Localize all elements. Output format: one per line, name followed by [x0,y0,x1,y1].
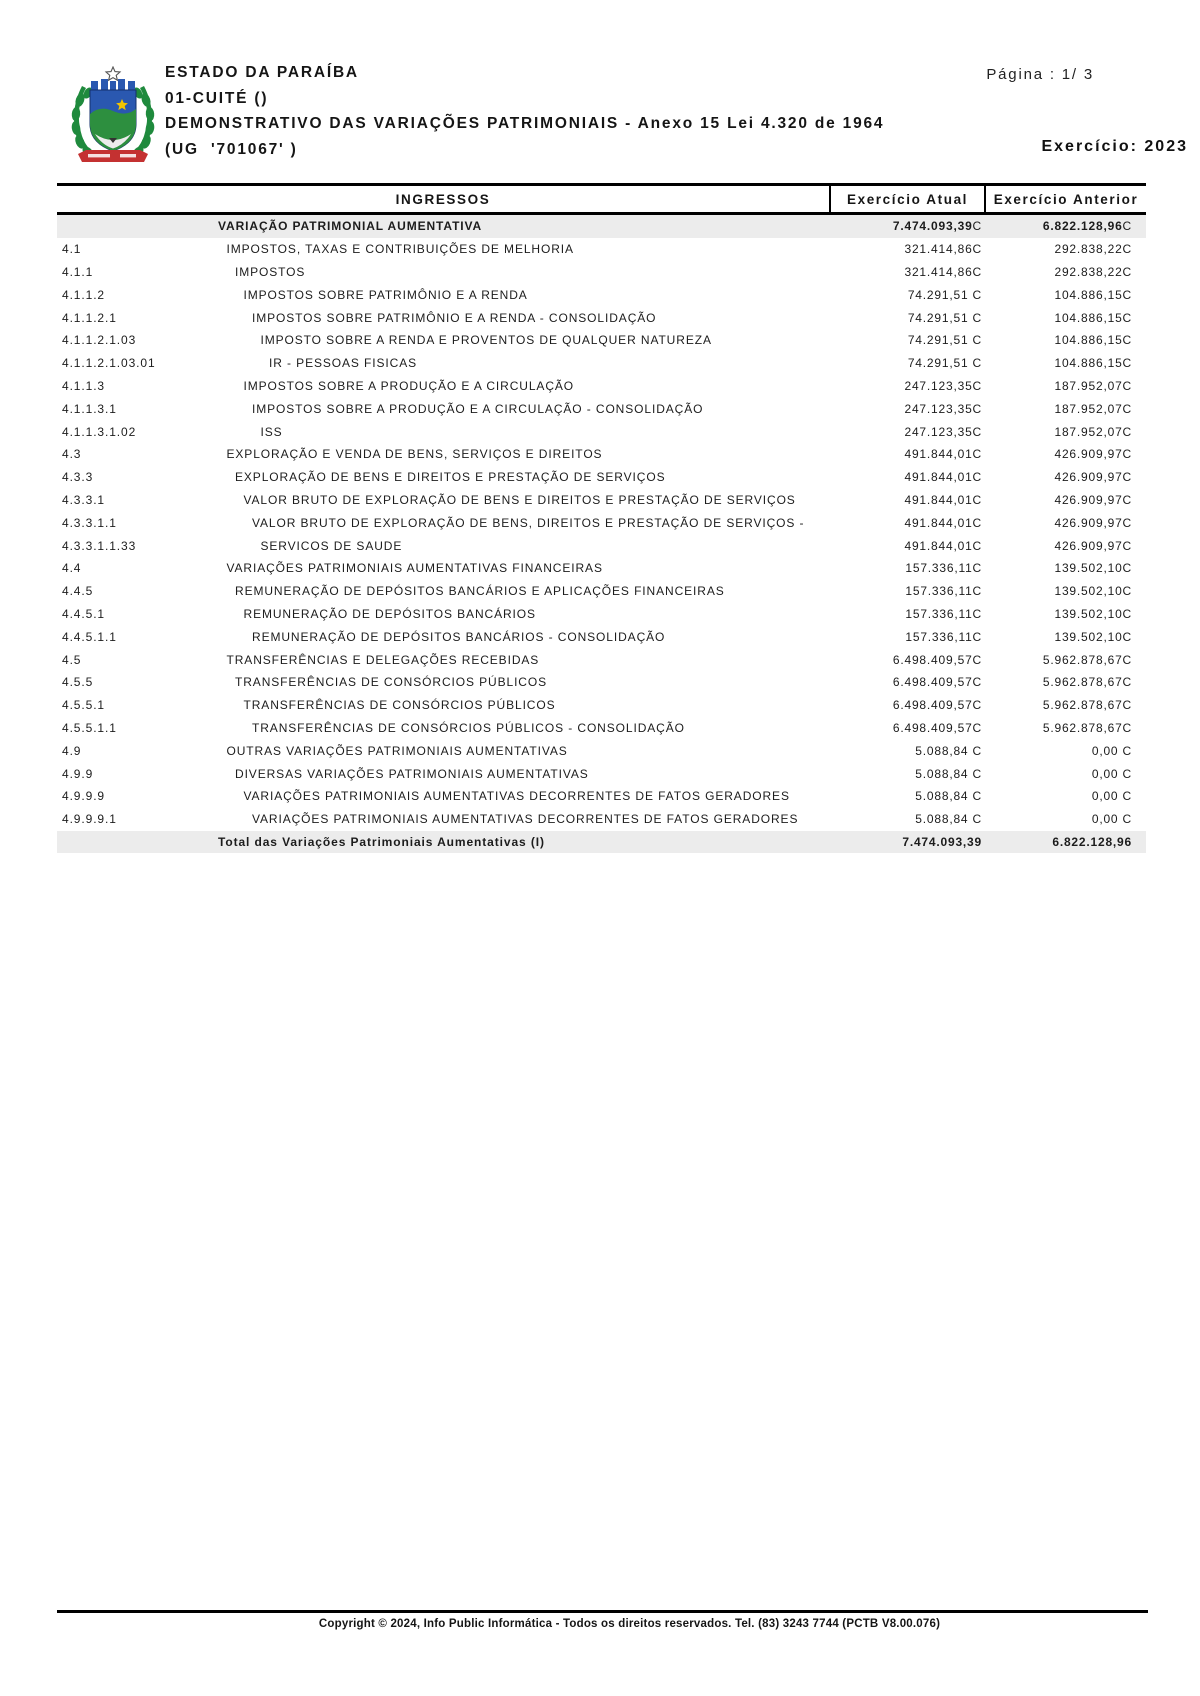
value-exercicio-anterior: 139.502,10C [1054,606,1133,621]
credit-indicator: C [972,515,983,530]
value-exercicio-anterior: 139.502,10C [1054,584,1133,599]
table-row [57,375,1146,398]
value-exercicio-anterior: 5.962.878,67C [1042,720,1133,735]
value-exercicio-anterior: 187.952,07C [1054,378,1133,393]
account-description: VALOR BRUTO DE EXPLORAÇÃO DE BENS, DIREITOS E PRESTAÇÃO DE SERVIÇOS - [252,515,805,530]
credit-indicator: C [972,766,983,781]
entity-name: 01-CUITÉ () [165,89,269,107]
account-description: IMPOSTOS SOBRE PATRIMÔNIO E A RENDA [243,287,528,302]
credit-indicator: C [972,424,983,439]
value-exercicio-anterior: 426.909,97C [1054,492,1133,507]
value-exercicio-anterior: 426.909,97C [1054,447,1133,462]
table-body [57,214,1146,854]
credit-indicator: C [1122,310,1133,325]
credit-indicator: C [1122,356,1133,371]
account-code: 4.4.5.1 [62,606,105,621]
credit-indicator: C [1122,789,1133,804]
credit-indicator: C [1122,652,1133,667]
credit-indicator: C [972,219,983,234]
credit-indicator: C [972,264,983,279]
table-row [57,489,1146,512]
table-row [57,762,1146,785]
variations-table [57,183,1146,853]
credit-indicator: C [972,698,983,713]
account-description: TRANSFERÊNCIAS E DELEGAÇÕES RECEBIDAS [226,652,540,667]
document-title-block [165,60,884,162]
value-exercicio-anterior: 187.952,07C [1054,401,1133,416]
table-row [57,306,1146,329]
credit-indicator: C [972,743,983,758]
credit-indicator: C [1122,606,1133,621]
table-row [57,511,1146,534]
table-row [57,397,1146,420]
account-code: 4.3.3 [62,470,94,485]
org-name: ESTADO DA PARAÍBA [165,64,359,81]
value-exercicio-atual: 157.336,11C [905,606,983,621]
value-exercicio-anterior: 6.822.128,96 [985,831,1146,854]
value-exercicio-anterior: 292.838,22C [1054,242,1133,257]
value-exercicio-anterior: 104.886,15C [1054,356,1133,371]
value-exercicio-atual: 5.088,84 C [915,789,983,804]
credit-indicator: C [972,606,983,621]
table-row [57,831,1146,854]
value-exercicio-anterior: 0,00 C [1091,789,1133,804]
credit-indicator: C [1122,561,1133,576]
paraiba-coat-of-arms-icon [64,66,162,168]
table-row [57,671,1146,694]
credit-indicator: C [972,675,983,690]
value-exercicio-anterior: 0,00 C [1091,766,1133,781]
credit-indicator: C [1122,629,1133,644]
table-row [57,214,1146,238]
account-code: 4.1.1.3.1 [62,401,117,416]
page-number: Página : 1/ 3 [986,66,1094,83]
column-header-ingressos: INGRESSOS [57,185,830,214]
account-code: 4.4.5 [62,584,94,599]
account-description: VARIAÇÕES PATRIMONIAIS AUMENTATIVAS DECORRENTES DE FATOS GERADORES [243,789,790,804]
value-exercicio-atual: 247.123,35C [904,424,983,439]
account-description: IMPOSTO SOBRE A RENDA E PROVENTOS DE QUALQUER NATUREZA [260,333,712,348]
account-description: TRANSFERÊNCIAS DE CONSÓRCIOS PÚBLICOS [243,698,556,713]
value-exercicio-atual: 6.498.409,57C [892,698,983,713]
credit-indicator: C [972,470,983,485]
credit-indicator: C [1122,675,1133,690]
credit-indicator: C [1122,424,1133,439]
value-exercicio-anterior: 0,00 C [1091,743,1133,758]
value-exercicio-atual: 321.414,86C [904,264,983,279]
value-exercicio-anterior: 5.962.878,67C [1042,675,1133,690]
value-exercicio-atual: 247.123,35C [904,401,983,416]
value-exercicio-atual: 491.844,01C [904,492,983,507]
value-exercicio-atual: 157.336,11C [905,629,983,644]
value-exercicio-atual: 5.088,84 C [915,766,983,781]
credit-indicator: C [972,584,983,599]
value-exercicio-atual: 157.336,11C [905,561,983,576]
credit-indicator: C [1122,264,1133,279]
account-description: IMPOSTOS SOBRE A PRODUÇÃO E A CIRCULAÇÃO - CONSOLIDAÇÃO [252,401,704,416]
credit-indicator: C [972,287,983,302]
account-description: IMPOSTOS SOBRE A PRODUÇÃO E A CIRCULAÇÃO [243,378,575,393]
credit-indicator: C [972,789,983,804]
account-description: IMPOSTOS [235,264,306,279]
account-description: TRANSFERÊNCIAS DE CONSÓRCIOS PÚBLICOS - CONSOLIDAÇÃO [252,720,685,735]
table-row [57,739,1146,762]
account-description: Total das Variações Patrimoniais Aumentativas (I) [207,831,830,854]
credit-indicator: C [1122,287,1133,302]
credit-indicator: C [1122,401,1133,416]
credit-indicator: C [972,720,983,735]
account-description: SERVICOS DE SAUDE [260,538,403,553]
credit-indicator: C [972,812,983,827]
value-exercicio-anterior: 426.909,97C [1054,515,1133,530]
account-code: 4.3.3.1.1.33 [62,538,137,553]
account-description: IMPOSTOS SOBRE PATRIMÔNIO E A RENDA - CONSOLIDAÇÃO [252,310,657,325]
account-description: IMPOSTOS, TAXAS E CONTRIBUIÇÕES DE MELHORIA [226,242,574,257]
account-code: 4.1.1 [62,264,94,279]
table-row [57,694,1146,717]
value-exercicio-atual: 6.498.409,57C [892,675,983,690]
value-exercicio-atual: 157.336,11C [905,584,983,599]
credit-indicator: C [972,310,983,325]
value-exercicio-anterior: 5.962.878,67C [1042,698,1133,713]
value-exercicio-anterior: 139.502,10C [1054,561,1133,576]
credit-indicator: C [1122,584,1133,599]
credit-indicator: C [972,242,983,257]
credit-indicator: C [972,652,983,667]
account-code: 4.9 [62,743,82,758]
value-exercicio-atual: 7.474.093,39C [830,214,985,238]
account-description: EXPLORAÇÃO E VENDA DE BENS, SERVIÇOS E DIREITOS [226,447,603,462]
value-exercicio-anterior: 139.502,10C [1054,629,1133,644]
credit-indicator: C [1122,492,1133,507]
account-code: 4.1.1.2 [62,287,105,302]
account-description: DIVERSAS VARIAÇÕES PATRIMONIAIS AUMENTATIVAS [235,766,589,781]
table-row [57,443,1146,466]
account-description: EXPLORAÇÃO DE BENS E DIREITOS E PRESTAÇÃO DE SERVIÇOS [235,470,666,485]
account-code: 4.1.1.3.1.02 [62,424,137,439]
credit-indicator: C [1122,515,1133,530]
table-row [57,580,1146,603]
credit-indicator: C [1122,447,1133,462]
account-code: 4.1 [62,242,82,257]
table-row [57,420,1146,443]
account-code: 4.3.3.1.1 [62,515,117,530]
value-exercicio-atual: 74.291,51 C [907,333,983,348]
value-exercicio-atual: 74.291,51 C [907,356,983,371]
table-row [57,717,1146,740]
credit-indicator: C [1122,766,1133,781]
account-code: 4.5.5.1 [62,698,105,713]
table-row [57,238,1146,261]
column-header-exercicio-anterior: Exercício Anterior [985,185,1146,214]
account-description: REMUNERAÇÃO DE DEPÓSITOS BANCÁRIOS - CONSOLIDAÇÃO [252,629,666,644]
account-description: REMUNERAÇÃO DE DEPÓSITOS BANCÁRIOS E APLICAÇÕES FINANCEIRAS [235,584,725,599]
report-title: DEMONSTRATIVO DAS VARIAÇÕES PATRIMONIAIS - Anexo 15 Lei 4.320 de 1964 [165,115,885,132]
table-row [57,534,1146,557]
value-exercicio-atual: 74.291,51 C [907,310,983,325]
account-code: 4.5.5.1.1 [62,720,117,735]
account-description: IR - PESSOAS FISICAS [269,356,418,371]
copyright-text: Copyright © 2024, Info Public Informática - Todos os direitos reservados. Tel. (83) 3243 7744 (PCTB V8.00.076) [318,1618,941,1630]
credit-indicator: C [972,561,983,576]
credit-indicator: C [972,492,983,507]
table-header-row [57,185,1146,214]
account-code: 4.3 [62,447,82,462]
ug-code: (UG '701067' ) [165,140,298,158]
value-exercicio-atual: 491.844,01C [904,447,983,462]
column-header-exercicio-atual: Exercício Atual [830,185,985,214]
account-description: VARIAÇÃO PATRIMONIAL AUMENTATIVA [207,214,830,238]
credit-indicator: C [1122,538,1133,553]
value-exercicio-anterior: 104.886,15C [1054,333,1133,348]
value-exercicio-atual: 5.088,84 C [915,743,983,758]
value-exercicio-atual: 247.123,35C [904,378,983,393]
value-exercicio-anterior: 0,00 C [1091,812,1133,827]
account-code: 4.1.1.2.1 [62,310,117,325]
value-exercicio-atual: 7.474.093,39 [830,831,985,854]
exercise-year: Exercício: 2023 [1041,138,1188,155]
account-code: 4.1.1.3 [62,378,105,393]
table-row [57,466,1146,489]
credit-indicator: C [1122,698,1133,713]
credit-indicator: C [972,629,983,644]
credit-indicator: C [972,378,983,393]
account-code: 4.1.1.2.1.03.01 [62,356,156,371]
table-row [57,557,1146,580]
account-code: 4.9.9 [62,766,94,781]
value-exercicio-anterior: 6.822.128,96C [985,214,1146,238]
value-exercicio-atual: 321.414,86C [904,242,983,257]
value-exercicio-anterior: 104.886,15C [1054,310,1133,325]
account-code [57,831,207,854]
value-exercicio-anterior: 5.962.878,67C [1042,652,1133,667]
value-exercicio-anterior: 292.838,22C [1054,264,1133,279]
value-exercicio-atual: 6.498.409,57C [892,652,983,667]
table-row [57,648,1146,671]
credit-indicator: C [1122,812,1133,827]
account-code: 4.1.1.2.1.03 [62,333,137,348]
account-code: 4.3.3.1 [62,492,105,507]
table-row [57,329,1146,352]
value-exercicio-atual: 491.844,01C [904,538,983,553]
credit-indicator: C [1122,720,1133,735]
table-row [57,283,1146,306]
account-code: 4.9.9.9.1 [62,812,117,827]
table-row [57,352,1146,375]
value-exercicio-atual: 74.291,51 C [907,287,983,302]
account-description: VARIAÇÕES PATRIMONIAIS AUMENTATIVAS FINANCEIRAS [226,561,603,576]
account-description: VARIAÇÕES PATRIMONIAIS AUMENTATIVAS DECORRENTES DE FATOS GERADORES [252,812,799,827]
footer-divider [57,1610,1148,1613]
credit-indicator: C [1122,743,1133,758]
credit-indicator: C [972,333,983,348]
value-exercicio-atual: 491.844,01C [904,515,983,530]
value-exercicio-atual: 491.844,01C [904,470,983,485]
account-description: REMUNERAÇÃO DE DEPÓSITOS BANCÁRIOS [243,606,536,621]
credit-indicator: C [972,447,983,462]
value-exercicio-anterior: 426.909,97C [1054,470,1133,485]
account-code: 4.4.5.1.1 [62,629,117,644]
value-exercicio-anterior: 104.886,15C [1054,287,1133,302]
credit-indicator: C [1122,219,1133,234]
credit-indicator: C [1122,242,1133,257]
account-description: VALOR BRUTO DE EXPLORAÇÃO DE BENS E DIREITOS E PRESTAÇÃO DE SERVIÇOS [243,492,796,507]
account-description: ISS [260,424,283,439]
account-code: 4.9.9.9 [62,789,105,804]
account-code: 4.5 [62,652,82,667]
credit-indicator: C [1122,378,1133,393]
credit-indicator: C [972,401,983,416]
table-row [57,603,1146,626]
account-code: 4.5.5 [62,675,94,690]
credit-indicator: C [1122,470,1133,485]
credit-indicator: C [972,356,983,371]
value-exercicio-atual: 5.088,84 C [915,812,983,827]
account-description: OUTRAS VARIAÇÕES PATRIMONIAIS AUMENTATIVAS [226,743,568,758]
value-exercicio-anterior: 426.909,97C [1054,538,1133,553]
account-code: 4.4 [62,561,82,576]
table-row [57,785,1146,808]
table-row [57,261,1146,284]
value-exercicio-anterior: 187.952,07C [1054,424,1133,439]
value-exercicio-atual: 6.498.409,57C [892,720,983,735]
table-row [57,808,1146,831]
table-row [57,625,1146,648]
credit-indicator: C [1122,333,1133,348]
credit-indicator: C [972,538,983,553]
account-code [57,214,207,238]
account-description: TRANSFERÊNCIAS DE CONSÓRCIOS PÚBLICOS [235,675,548,690]
